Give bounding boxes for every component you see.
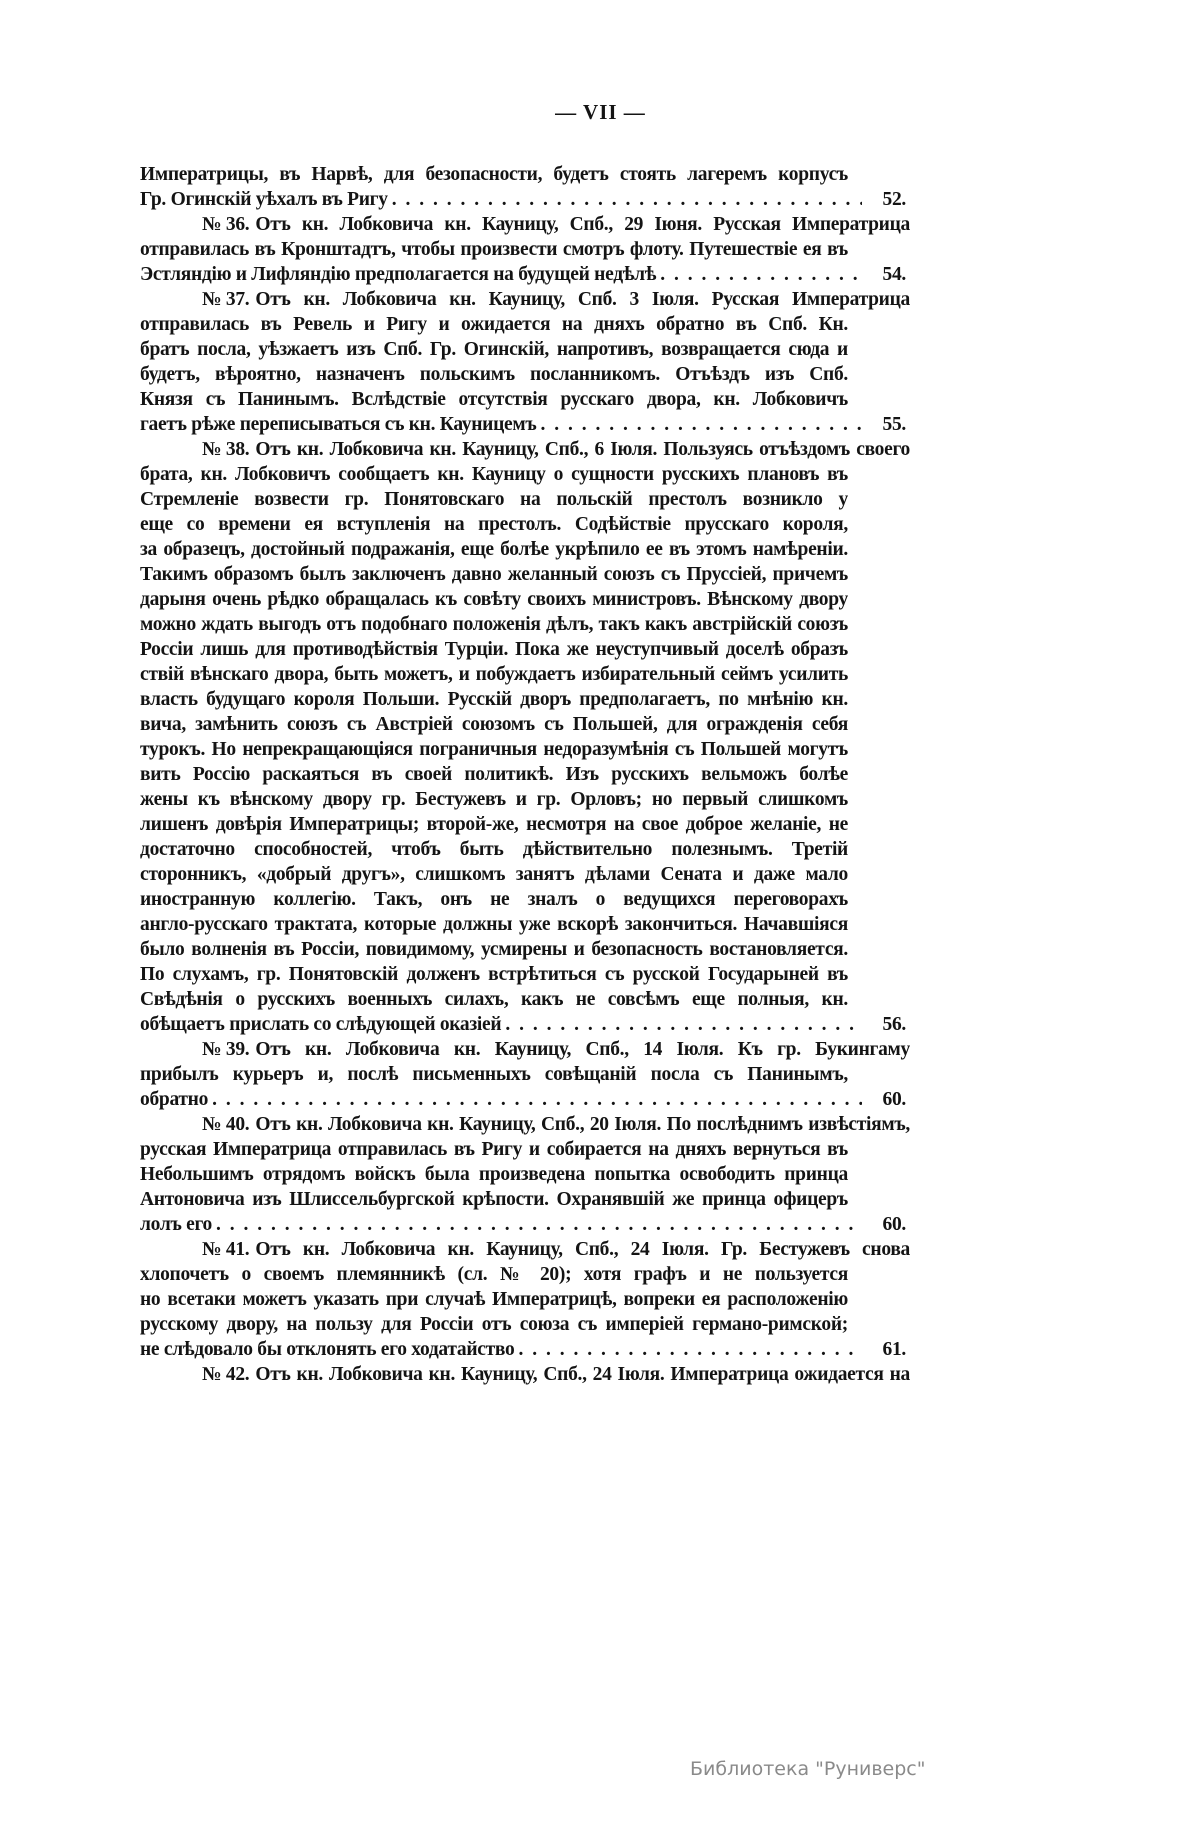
line-text: еще со времени ея вступленія на престолъ. Содѣйствіе прусскаго короля, [140,514,848,535]
entry-heading-line [140,437,910,462]
text-line [140,362,848,387]
line-text: По слухамъ, гр. Понятовскій долженъ встрѣтиться съ русской Государыней въ [140,964,848,985]
line-text: Отъ кн. Лобковича кн. Кауницу, Спб., 6 Іюля. Пользуясь отъѣздомъ своего [255,439,910,460]
entry-heading-line [140,287,910,312]
line-text: вить Россію раскаяться въ своей политикѣ. Изъ русскихъ вельможъ болѣе [140,764,848,785]
line-text: Гр. Огинскій уѣхалъ въ Ригу [140,189,388,210]
line-text: но всетаки можетъ указать при случаѣ Императрицѣ, вопреки ея расположенію [140,1289,848,1310]
text-line [140,912,848,937]
line-text: русская Императрица отправилась въ Ригу и собирается на дняхъ вернуться въ [140,1139,848,1160]
entry-number: № 39. [202,1039,250,1060]
page-reference: 54. [882,264,906,285]
line-text: отправилась въ Ревель и Ригу и ожидается на дняхъ обратно въ Спб. Кн. [140,314,848,335]
line-text: Такимъ образомъ былъ заключенъ давно желанный союзъ съ Пруссіей, причемъ [140,564,848,585]
text-line [140,162,848,187]
line-text: хлопочетъ о своемъ племянникѣ (сл. № 20); хотя графъ и не пользуется [140,1264,848,1285]
text-line [140,312,848,337]
line-text: Отъ кн. Лобковича кн. Кауницу, Спб., 29 Іюня. Русская Императрица [255,214,910,235]
line-text: Россіи лишь для противодѣйствія Турціи. Пока же неуступчивый доселѣ образъ [140,639,848,660]
line-text: власть будущаго короля Польши. Русскій дворъ предполагаетъ, по мнѣнію кн. [140,689,848,710]
line-text: Стремленіе возвести гр. Понятовскаго на польскій престолъ возникло у [140,489,848,510]
line-text: Князя съ Панинымъ. Вслѣдствіе отсутствія русскаго двора, кн. Лобковичъ [140,389,848,410]
line-text: Свѣдѣнія о русскихъ военныхъ силахъ, какъ не совсѣмъ еще полныя, кн. [140,989,848,1010]
line-text: лолъ его [140,1214,212,1235]
dot-leader [216,1212,862,1237]
line-text: Отъ кн. Лобковича кн. Кауницу, Спб., 14 Іюля. Къ гр. Букингаму [255,1039,910,1060]
line-text: сторонникъ, «добрый другъ», слишкомъ занятъ дѣлами Сената и даже мало [140,864,848,885]
line-text: жены къ вѣнскому двору гр. Бестужевъ и гр. Орловъ; но первый слишкомъ [140,789,848,810]
line-text: лишенъ довѣрія Императрицы; второй-же, несмотря на свое доброе желаніе, не [140,814,848,835]
line-text: обѣщаетъ прислать со слѣдующей оказіей [140,1014,502,1035]
text-line [140,1012,906,1037]
entry-heading-line [140,1237,910,1262]
text-line [140,262,906,287]
page-number: — VII — [555,100,646,124]
line-text: было волненія въ Россіи, повидимому, усмирены и безопасность востановляется. [140,939,848,960]
page-reference: 60. [882,1214,906,1235]
entry-number: № 36. [202,214,250,235]
document-body [140,162,910,1387]
line-text: Антоновича изъ Шлиссельбургской крѣпости. Охранявшій же принца офицеръ [140,1189,848,1210]
text-line [140,1212,906,1237]
text-line [140,412,906,437]
text-line [140,837,848,862]
text-line [140,587,848,612]
line-text: прибылъ курьеръ и, послѣ письменныхъ совѣщаній посла съ Панинымъ, [140,1064,848,1085]
text-line [140,512,848,537]
text-line [140,712,848,737]
text-line [140,812,848,837]
entry-number: № 41. [202,1239,250,1260]
line-text: Отъ кн. Лобковича кн. Кауницу, Спб., 20 Іюля. По послѣднимъ извѣстіямъ, [255,1114,910,1135]
line-text: гаетъ рѣже переписываться съ кн. Кауницемъ [140,414,537,435]
entry-heading-line [140,1037,910,1062]
line-text: не слѣдовало бы отклонять его ходатайство [140,1339,515,1360]
text-line [140,737,848,762]
line-text: Небольшимъ отрядомъ войскъ была произведена попытка освободить принца [140,1164,848,1185]
entry-number: № 38. [202,439,250,460]
entry-heading-line [140,1362,910,1387]
line-text: брата, кн. Лобковичъ сообщаетъ кн. Кауницу о сущности русскихъ плановъ въ [140,464,848,485]
text-line [140,762,848,787]
line-text: турокъ. Но непрекращающіяся пограничныя недоразумѣнія съ Польшей могутъ [140,739,848,760]
line-text: англо-русскаго трактата, которые должны уже вскорѣ закончиться. Начавшіяся [140,914,848,935]
line-text: братъ посла, уѣзжаетъ изъ Спб. Гр. Огинскій, напротивъ, возвращается сюда и [140,339,848,360]
line-text: дарыня очень рѣдко обращалась къ совѣту своихъ министровъ. Вѣнскому двору [140,589,848,610]
page-reference: 61. [882,1339,906,1360]
line-text: Императрицы, въ Нарвѣ, для безопасности, будетъ стоять лагеремъ корпусъ [140,164,848,185]
text-line [140,687,848,712]
text-line [140,387,848,412]
text-line [140,937,848,962]
text-line [140,337,848,362]
dot-leader [505,1012,862,1037]
line-text: вича, замѣнить союзъ съ Австріей союзомъ съ Польшей, для огражденія себя [140,714,848,735]
text-line [140,1137,848,1162]
line-text: ствій вѣнскаго двора, быть можетъ, и побуждаетъ избирательный сеймъ усилить [140,664,848,685]
text-line [140,237,848,262]
text-line [140,537,848,562]
page-reference: 60. [882,1089,906,1110]
line-text: можно ждать выгодъ отъ подобнаго положенія дѣлъ, такъ какъ австрійскій союзъ [140,614,848,635]
entry-number: № 37. [202,289,250,310]
text-line [140,1262,848,1287]
text-line [140,1337,906,1362]
page-reference: 56. [882,1014,906,1035]
text-line [140,187,906,212]
entry-heading-line [140,212,910,237]
dot-leader [212,1087,862,1112]
text-line [140,1087,906,1112]
line-text: отправилась въ Кронштадтъ, чтобы произвести смотръ флоту. Путешествіе ея въ [140,239,848,260]
page-reference: 52. [882,189,906,210]
entry-number: № 40. [202,1114,250,1135]
text-line [140,1062,848,1087]
line-text: достаточно способностей, чтобъ быть дѣйствительно полезнымъ. Третій [140,839,848,860]
text-line [140,887,848,912]
text-line [140,1312,848,1337]
text-line [140,862,848,887]
text-line [140,962,848,987]
text-line [140,787,848,812]
line-text: иностранную коллегію. Такъ, онъ не зналъ о ведущихся переговорахъ [140,889,848,910]
line-text: русскому двору, на пользу для Россіи отъ союза съ имперіей германо-римской; [140,1314,848,1335]
line-text: обратно [140,1089,209,1110]
line-text: Отъ кн. Лобковича кн. Кауницу, Спб., 24 Іюля. Императрица ожидается на [255,1364,910,1385]
dot-leader [540,412,862,437]
dot-leader [392,187,862,212]
library-watermark: Библиотека "Руниверс" [690,1758,926,1780]
text-line [140,1287,848,1312]
line-text: Отъ кн. Лобковича кн. Кауницу, Спб. 3 Іюля. Русская Императрица [255,289,910,310]
page-reference: 55. [882,414,906,435]
entry-number: № 42. [202,1364,250,1385]
dot-leader [660,262,862,287]
dot-leader [518,1337,862,1362]
text-line [140,662,848,687]
line-text: Отъ кн. Лобковича кн. Кауницу, Спб., 24 Іюля. Гр. Бестужевъ снова [255,1239,910,1260]
text-line [140,612,848,637]
text-line [140,1162,848,1187]
text-line [140,462,848,487]
line-text: будетъ, вѣроятно, назначенъ польскимъ посланникомъ. Отъѣздъ изъ Спб. [140,364,848,385]
entry-heading-line [140,1112,910,1137]
text-line [140,637,848,662]
text-line [140,1187,848,1212]
text-line [140,487,848,512]
text-line [140,562,848,587]
text-line [140,987,848,1012]
line-text: Эстляндію и Лифляндію предполагается на будущей недѣлѣ [140,264,657,285]
line-text: за образецъ, достойный подражанія, еще болѣе укрѣпило ее въ этомъ намѣреніи. [140,539,848,560]
